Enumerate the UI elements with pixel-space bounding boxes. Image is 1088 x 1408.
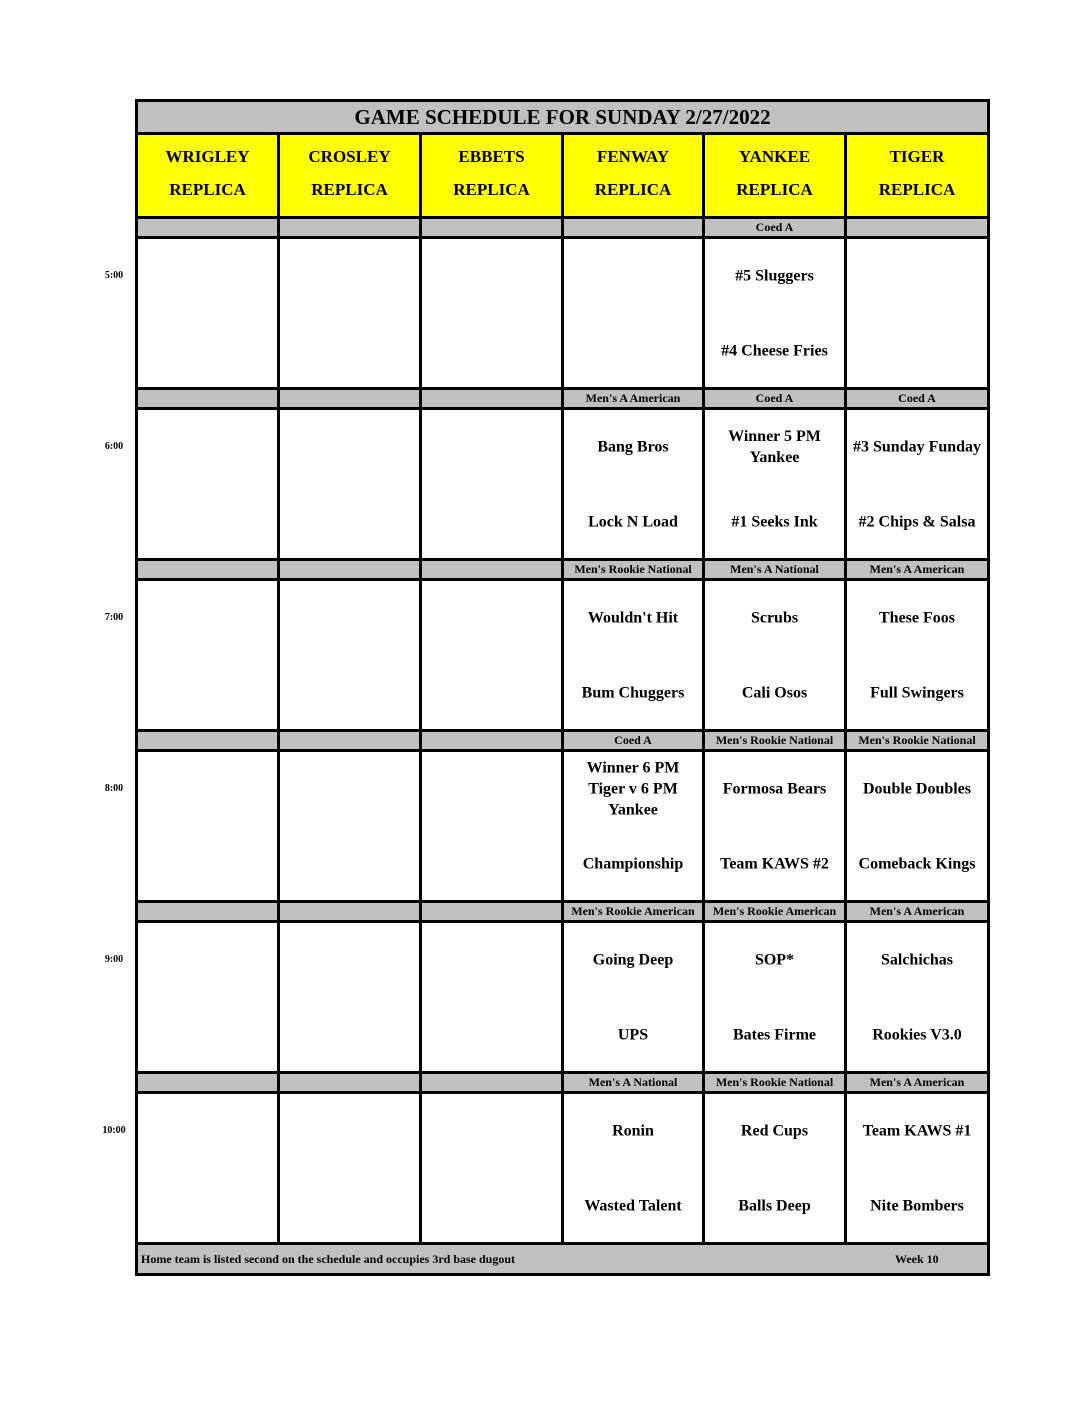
field-subtitle: REPLICA	[311, 180, 388, 199]
division-label	[422, 561, 564, 581]
division-label	[422, 1074, 564, 1094]
division-label	[138, 390, 280, 410]
division-label	[138, 1074, 280, 1094]
field-name: EBBETS	[458, 147, 525, 166]
home-team: Wasted Talent	[584, 1197, 682, 1215]
game-cell	[138, 752, 280, 903]
game-cell	[705, 410, 847, 561]
division-label: Men's A National	[564, 1074, 705, 1094]
game-cell	[422, 752, 564, 903]
field-header	[705, 135, 847, 219]
division-label	[280, 561, 422, 581]
game-cell	[847, 752, 987, 903]
game-cell	[564, 752, 705, 903]
game-cell	[280, 239, 422, 390]
field-header	[422, 135, 564, 219]
game-cell	[705, 581, 847, 732]
time-label: 7:00	[104, 612, 124, 623]
field-subtitle: REPLICA	[594, 180, 672, 199]
game-cell	[422, 239, 564, 390]
game-cell	[705, 752, 847, 903]
away-team: Winner 6 PM Tiger v 6 PM Yankee	[586, 759, 680, 819]
game-cell	[138, 1094, 280, 1245]
division-label: Men's Rookie American	[705, 903, 847, 923]
schedule-table	[135, 99, 990, 1276]
time-label: 5:00	[104, 270, 124, 281]
game-cell	[705, 923, 847, 1074]
game-cell	[705, 239, 847, 390]
field-header	[280, 135, 422, 219]
time-label: 10:00	[102, 1125, 126, 1136]
division-label: Coed A	[847, 390, 987, 410]
home-team: Cali Osos	[741, 684, 808, 702]
away-team: Salchichas	[880, 951, 953, 969]
field-name: WRIGLEY	[165, 147, 250, 166]
away-team: Double Doubles	[862, 780, 972, 798]
away-team: SOP*	[754, 951, 795, 969]
field-name: YANKEE	[738, 147, 811, 166]
division-label: Men's A American	[847, 1074, 987, 1094]
division-label	[138, 732, 280, 752]
game-cell	[564, 239, 705, 390]
home-team: Championship	[582, 855, 684, 873]
division-label	[422, 732, 564, 752]
division-label: Men's A American	[847, 561, 987, 581]
division-label	[280, 1074, 422, 1094]
home-team: Balls Deep	[738, 1197, 811, 1215]
game-cell	[280, 752, 422, 903]
time-label: 6:00	[104, 441, 124, 452]
away-team: Formosa Bears	[722, 780, 827, 798]
footer-note: Home team is listed second on the schedule and occupies 3rd base dugout	[141, 1252, 516, 1266]
division-label	[280, 903, 422, 923]
division-label	[847, 219, 987, 239]
division-label	[280, 390, 422, 410]
home-team: Comeback Kings	[858, 855, 976, 873]
away-team: These Foos	[879, 609, 955, 627]
game-cell	[138, 410, 280, 561]
away-team: #5 Sluggers	[735, 267, 814, 285]
time-label: 8:00	[104, 783, 124, 794]
division-label: Men's Rookie National	[564, 561, 705, 581]
field-name: FENWAY	[596, 147, 670, 166]
game-cell	[280, 1094, 422, 1245]
division-label	[280, 219, 422, 239]
away-team: Team KAWS #1	[862, 1122, 972, 1140]
home-team: Nite Bombers	[870, 1197, 964, 1215]
game-cell	[705, 1094, 847, 1245]
game-cell	[422, 1094, 564, 1245]
game-cell	[138, 581, 280, 732]
division-label	[564, 219, 705, 239]
home-team: #2 Chips & Salsa	[858, 513, 976, 531]
game-cell	[422, 581, 564, 732]
away-team: Going Deep	[592, 951, 674, 969]
home-team: Bates Firme	[732, 1026, 817, 1044]
away-team: #3 Sunday Funday	[852, 438, 982, 456]
game-cell	[422, 410, 564, 561]
game-cell	[138, 239, 280, 390]
away-team: Winner 5 PM Yankee	[728, 428, 821, 466]
home-team: Lock N Load	[588, 513, 678, 531]
game-cell	[280, 923, 422, 1074]
game-cell	[847, 581, 987, 732]
week-label: Week 10	[895, 1252, 939, 1266]
game-cell	[422, 923, 564, 1074]
division-label	[422, 903, 564, 923]
away-team: Red Cups	[740, 1122, 809, 1140]
division-label: Coed A	[705, 390, 847, 410]
division-label: Coed A	[564, 732, 705, 752]
division-label: Men's A American	[564, 390, 705, 410]
game-cell	[564, 410, 705, 561]
field-subtitle: REPLICA	[169, 180, 246, 199]
game-cell	[138, 923, 280, 1074]
game-cell	[847, 410, 987, 561]
schedule-title: GAME SCHEDULE FOR SUNDAY 2/27/2022	[138, 102, 987, 135]
division-label	[422, 390, 564, 410]
game-cell	[280, 410, 422, 561]
field-header	[847, 135, 987, 219]
home-team: Full Swingers	[870, 684, 964, 702]
home-team: #4 Cheese Fries	[721, 342, 828, 360]
home-team: #1 Seeks Ink	[731, 513, 818, 531]
away-team: Scrubs	[750, 609, 799, 627]
field-header	[138, 135, 280, 219]
division-label	[280, 732, 422, 752]
away-team: Wouldn't Hit	[587, 609, 679, 627]
division-label: Men's Rookie National	[705, 1074, 847, 1094]
division-label: Men's A National	[705, 561, 847, 581]
game-cell	[564, 581, 705, 732]
game-cell	[564, 923, 705, 1074]
field-subtitle: REPLICA	[736, 180, 813, 199]
home-team: Rookies V3.0	[872, 1026, 962, 1044]
division-label	[138, 903, 280, 923]
away-team: Ronin	[612, 1122, 654, 1140]
time-label: 9:00	[104, 954, 124, 965]
division-label	[422, 219, 564, 239]
division-label: Coed A	[705, 219, 847, 239]
game-cell	[280, 581, 422, 732]
home-team: Bum Chuggers	[581, 684, 685, 702]
game-cell	[847, 1094, 987, 1245]
game-cell	[564, 1094, 705, 1245]
home-team: UPS	[617, 1026, 649, 1044]
division-label: Men's A American	[847, 903, 987, 923]
field-subtitle: REPLICA	[878, 180, 956, 199]
division-label: Men's Rookie National	[847, 732, 987, 752]
division-label	[138, 219, 280, 239]
away-team: Bang Bros	[597, 438, 669, 456]
field-name: TIGER	[889, 147, 945, 166]
game-cell	[847, 923, 987, 1074]
field-header	[564, 135, 705, 219]
home-team: Team KAWS #2	[720, 855, 829, 873]
field-name: CROSLEY	[308, 147, 391, 166]
division-label: Men's Rookie American	[564, 903, 705, 923]
game-cell	[847, 239, 987, 390]
field-subtitle: REPLICA	[453, 180, 530, 199]
footer-bar	[138, 1245, 987, 1273]
division-label	[138, 561, 280, 581]
division-label: Men's Rookie National	[705, 732, 847, 752]
